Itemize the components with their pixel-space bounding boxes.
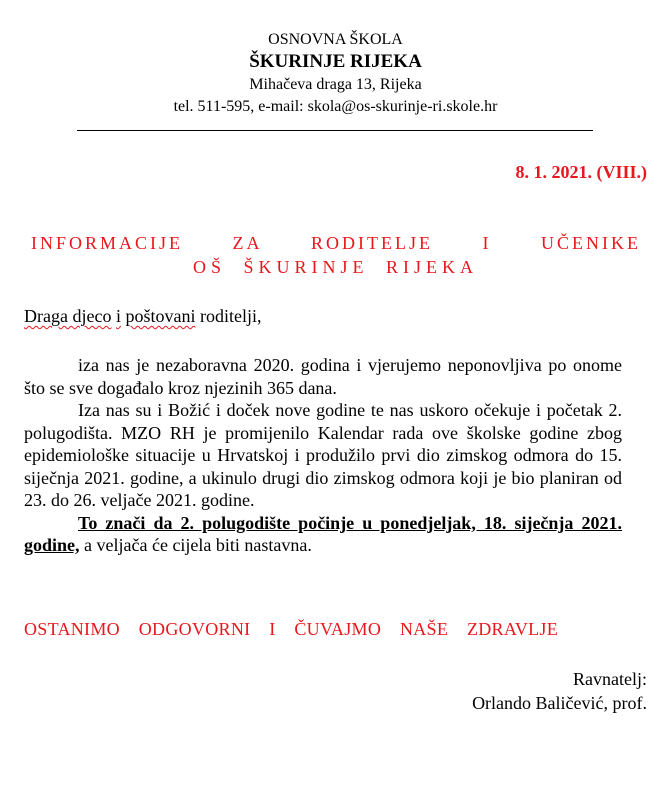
signature-name: Orlando Baličević, prof. [472, 693, 647, 713]
signature-role: Ravnatelj: [573, 669, 647, 689]
header-divider [77, 130, 593, 131]
document-date: 8. 1. 2021. (VIII.) [515, 162, 647, 182]
greeting-part-2: i [115, 306, 121, 326]
signature-block [472, 667, 647, 715]
school-name: ŠKURINJE RIJEKA [249, 51, 422, 72]
paragraph-3-rest: a veljača će cijela biti nastavna. [79, 535, 312, 555]
closing-slogan: OSTANIMO ODGOVORNI I ČUVAJMO NAŠE ZDRAVLJE [24, 619, 559, 639]
school-contact: tel. 511-595, e-mail: skola@os-skurinje-ri.skole.hr [173, 98, 498, 115]
letterhead [0, 30, 671, 118]
greeting-part-3: poštovani [125, 306, 196, 326]
paragraph-3 [24, 512, 622, 557]
paragraph-2: Iza nas su i Božić i doček nove godine te nas uskoro očekuje i početak 2. polugodišta. MZO RH je promijenilo Kalendar rada ove školske godine zbog epidemiološke situacije u Hrvatskoj i produžilo prvi dio zimskog odmora do 15. siječnja 2021. godine, a ukinulo drugi dio zimskog odmora koji je bio planiran od 23. do 26. veljače 2021. godine. [24, 400, 622, 510]
greeting-part-4: roditelji, [199, 306, 262, 326]
paragraph-3-emphasis: To znači da 2. polugodište počinje u ponedjeljak, 18. siječnja 2021. godine, [24, 512, 622, 555]
title-line-2: OŠ ŠKURINJE RIJEKA [192, 257, 478, 277]
paragraph-1: iza nas je nezaboravna 2020. godina i vjerujemo neponovljiva po onome što se sve događalo kroz njezinih 365 dana. [24, 355, 622, 398]
school-address: Mihačeva draga 13, Rijeka [249, 76, 422, 93]
letter-body [24, 354, 622, 557]
greeting-part-1: Draga djeco [24, 306, 112, 326]
title-line-1: INFORMACIJE ZA RODITELJE I UČENIKE [31, 233, 641, 253]
greeting [24, 306, 261, 327]
school-type: OSNOVNA ŠKOLA [268, 31, 403, 48]
